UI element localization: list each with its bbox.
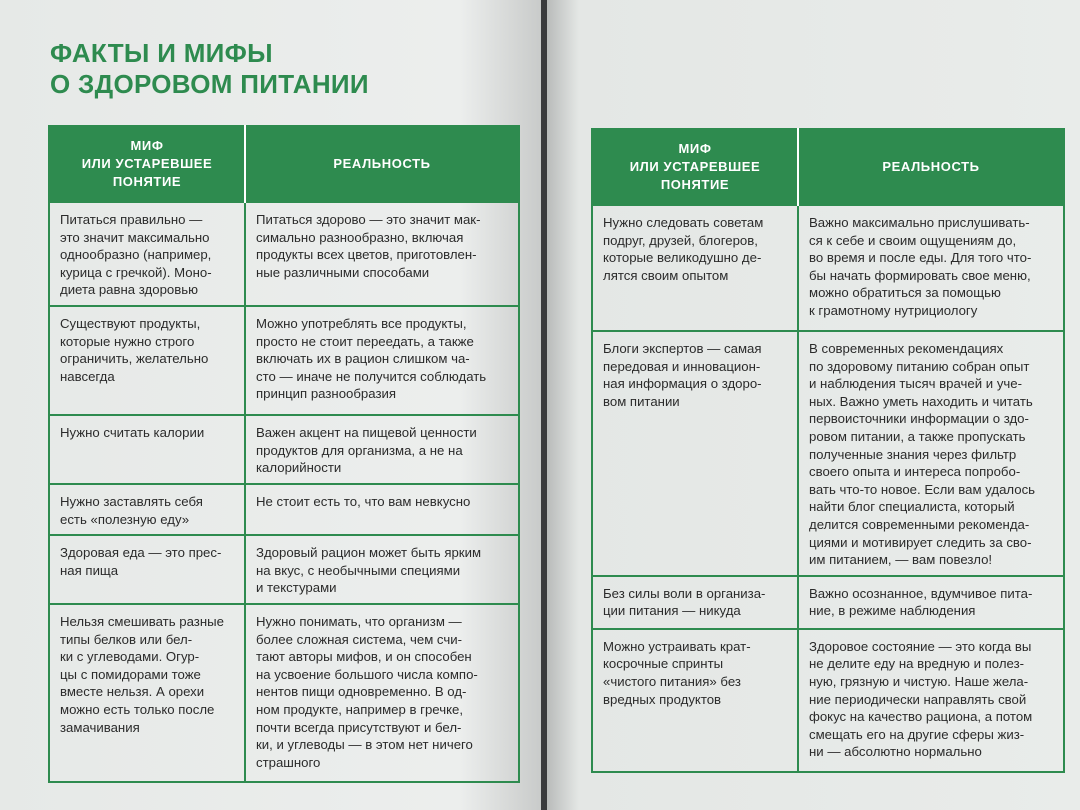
myth-cell: Без силы воли в организа- ции питания — никуда [592,576,798,629]
reality-cell: Питаться здорово — это значит мак- симально разнообразно, включая продукты всех цветов, приготовлен- ные различными способами [245,202,519,306]
reality-column-header: РЕАЛЬНОСТЬ [245,126,519,202]
right-page [547,0,1080,810]
myth-cell: Нужно следовать советам подруг, друзей, блогеров, которые великодушно де- лятся своим опытом [592,205,798,331]
myth-cell: Блоги экспертов — самая передовая и инновацион- ная информация о здоро- вом питании [592,331,798,576]
myth-cell: Нельзя смешивать разные типы белков или бел- ки с углеводами. Огур- цы с помидорами тоже вместе нельзя. А орехи можно есть только после замачивания [49,604,245,782]
myths-table-right [591,128,1065,773]
reality-column-header: РЕАЛЬНОСТЬ [798,129,1064,205]
reality-cell: В современных рекомендациях по здоровому питанию собран опыт и наблюдения тысяч врачей и уче- ных. Важно уметь находить и читать первоисточники информации о здо- ровом питании, а также пропускать полученные знания через фильтр своего опыта и интереса попробо- вать что-то новое. Если вам удалось найти блог специалиста, который делится современными рекоменда- циями и мотивирует следить за сво- им питанием, — вам повезло! [798,331,1064,576]
table-row [592,629,1064,772]
reality-cell: Нужно понимать, что организм — более сложная система, чем счи- тают авторы мифов, и он способен на усвоение большого числа компо- нентов пищи одновременно. В од- ном продукте, например в гречке, почти всегда присутствуют и бел- ки, и углеводы — в этом нет ничего страшного [245,604,519,782]
page-title-line-1: ФАКТЫ И МИФЫ [50,38,273,68]
reality-cell: Здоровый рацион может быть ярким на вкус, с необычными специями и текстурами [245,535,519,604]
myths-table-left [48,125,520,783]
myth-cell: Можно устраивать крат- косрочные спринты «чистого питания» без вредных продуктов [592,629,798,772]
reality-cell: Важно осознанное, вдумчивое пита- ние, в режиме наблюдения [798,576,1064,629]
reality-cell: Здоровое состояние — это когда вы не делите еду на вредную и полез- ную, грязную и чистую. Наше жела- ние периодически направлять свой фокус на качество рациона, а потом смещать его на другие сферы жиз- ни — абсолютно нормально [798,629,1064,772]
reality-cell: Важен акцент на пищевой ценности продуктов для организма, а не на калорийности [245,415,519,484]
table-row [592,576,1064,629]
page-title-line-2: О ЗДОРОВОМ ПИТАНИИ [50,69,369,99]
table-header-row [592,129,1064,205]
table-row [49,306,519,415]
table-row [49,202,519,306]
table-row [592,331,1064,576]
myth-cell: Здоровая еда — это прес- ная пища [49,535,245,604]
myth-cell: Питаться правильно — это значит максимально однообразно (например, курица с гречкой). Моно- диета равна здоровью [49,202,245,306]
reality-cell: Важно максимально прислушивать- ся к себе и своим ощущениям до, во время и после еды. Для того что- бы начать формировать свое меню, можно обратиться за помощью к грамотному нутрициологу [798,205,1064,331]
reality-cell: Не стоит есть то, что вам невкусно [245,484,519,535]
table-row [592,205,1064,331]
myth-cell: Нужно заставлять себя есть «полезную еду» [49,484,245,535]
table-row [49,484,519,535]
table-row [49,415,519,484]
myth-column-header: МИФ ИЛИ УСТАРЕВШЕЕ ПОНЯТИЕ [49,126,245,202]
reality-cell: Можно употреблять все продукты, просто не стоит переедать, а также включать их в рацион слишком ча- сто — иначе не получится соблюдать принцип разнообразия [245,306,519,415]
page-title [50,38,369,100]
myth-cell: Существуют продукты, которые нужно строго ограничить, желательно навсегда [49,306,245,415]
table-row [49,604,519,782]
myth-column-header: МИФ ИЛИ УСТАРЕВШЕЕ ПОНЯТИЕ [592,129,798,205]
myth-cell: Нужно считать калории [49,415,245,484]
table-header-row [49,126,519,202]
table-row [49,535,519,604]
